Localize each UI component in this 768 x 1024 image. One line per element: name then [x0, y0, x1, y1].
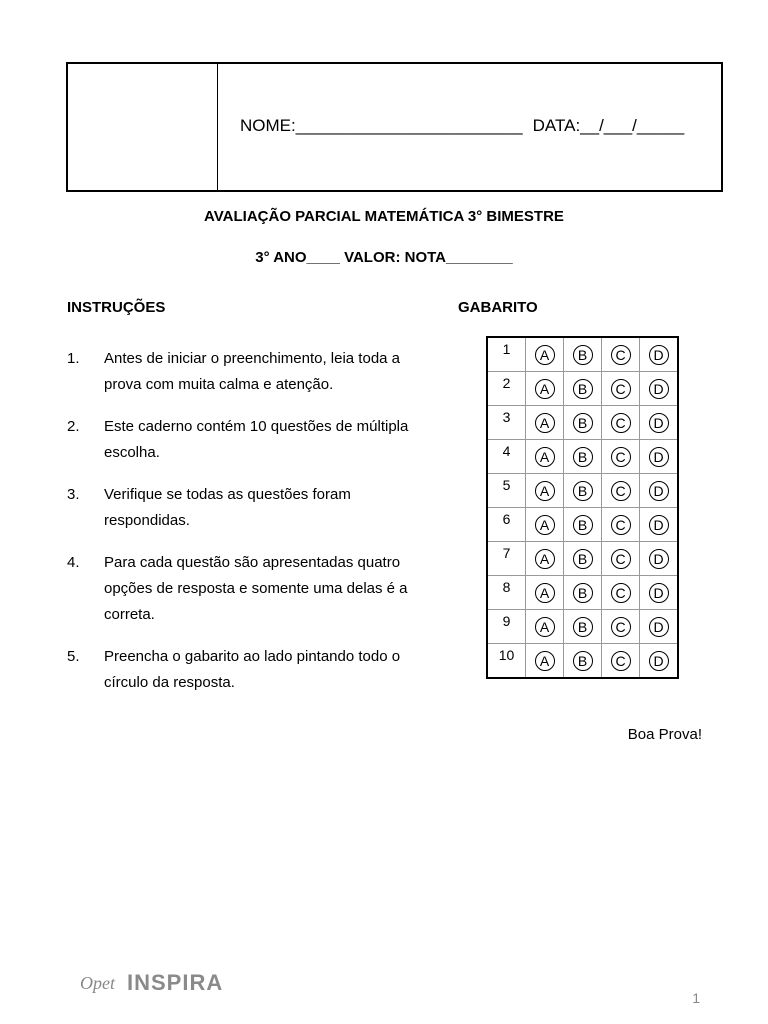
question-number: 10 [487, 644, 526, 679]
answer-cell [602, 406, 640, 440]
answer-bubble-d[interactable]: D [649, 379, 669, 399]
answer-row [487, 610, 678, 644]
answer-cell [640, 576, 679, 610]
instructions-heading: INSTRUÇÕES [67, 299, 166, 316]
answer-cell [640, 542, 679, 576]
answer-bubble-b[interactable]: B [573, 481, 593, 501]
answer-sheet [486, 336, 679, 679]
answer-bubble-b[interactable]: B [573, 447, 593, 467]
answer-cell [526, 576, 564, 610]
instruction-item [67, 644, 427, 696]
answer-bubble-a[interactable]: A [535, 345, 555, 365]
question-number: 4 [487, 440, 526, 474]
answer-cell [640, 610, 679, 644]
answer-bubble-c[interactable]: C [611, 515, 631, 535]
answer-bubble-d[interactable]: D [649, 481, 669, 501]
answer-cell [526, 644, 564, 679]
footer-logos [80, 970, 223, 996]
answer-cell [526, 474, 564, 508]
answer-cell [640, 337, 679, 372]
answer-cell [564, 372, 602, 406]
inspira-logo: INSPIRA [127, 970, 224, 995]
answer-cell [564, 610, 602, 644]
instruction-text: Verifique se todas as questões foram respondidas. [104, 486, 351, 529]
answer-bubble-d[interactable]: D [649, 447, 669, 467]
answer-bubble-c[interactable]: C [611, 345, 631, 365]
answer-bubble-a[interactable]: A [535, 379, 555, 399]
name-field[interactable]: NOME:________________________ [240, 116, 523, 135]
answer-cell [640, 508, 679, 542]
answer-cell [526, 610, 564, 644]
answer-cell [602, 576, 640, 610]
instruction-number: 3. [67, 486, 80, 503]
answer-bubble-b[interactable]: B [573, 379, 593, 399]
answer-cell [526, 337, 564, 372]
page-number: 1 [692, 990, 700, 1006]
answer-row [487, 337, 678, 372]
answer-cell [526, 440, 564, 474]
answer-bubble-b[interactable]: B [573, 515, 593, 535]
question-number: 2 [487, 372, 526, 406]
instruction-text: Este caderno contém 10 questões de múltipla escolha. [104, 418, 409, 461]
answer-bubble-c[interactable]: C [611, 413, 631, 433]
answer-bubble-c[interactable]: C [611, 651, 631, 671]
answer-bubble-d[interactable]: D [649, 583, 669, 603]
instruction-text: Antes de iniciar o preenchimento, leia toda a prova com muita calma e atenção. [104, 350, 401, 393]
answer-cell [602, 508, 640, 542]
answer-cell [564, 474, 602, 508]
answer-row [487, 474, 678, 508]
answer-bubble-d[interactable]: D [649, 345, 669, 365]
answer-cell [526, 508, 564, 542]
name-date-line [240, 116, 684, 136]
answer-bubble-c[interactable]: C [611, 481, 631, 501]
answer-bubble-c[interactable]: C [611, 617, 631, 637]
answer-bubble-a[interactable]: A [535, 447, 555, 467]
instruction-item [67, 550, 427, 628]
answer-cell [602, 474, 640, 508]
answer-bubble-c[interactable]: C [611, 549, 631, 569]
answer-cell [564, 542, 602, 576]
answer-bubble-a[interactable]: A [535, 617, 555, 637]
answer-bubble-c[interactable]: C [611, 583, 631, 603]
answer-cell [564, 508, 602, 542]
answer-row [487, 576, 678, 610]
answer-bubble-d[interactable]: D [649, 515, 669, 535]
header-box [66, 62, 723, 192]
answer-row [487, 508, 678, 542]
answer-cell [640, 474, 679, 508]
closing-text: Boa Prova! [627, 726, 702, 743]
question-number: 9 [487, 610, 526, 644]
instruction-item [67, 346, 427, 398]
question-number: 1 [487, 337, 526, 372]
answer-cell [602, 644, 640, 679]
question-number: 8 [487, 576, 526, 610]
answer-cell [564, 440, 602, 474]
answer-cell [602, 610, 640, 644]
answer-bubble-b[interactable]: B [573, 549, 593, 569]
instruction-item [67, 414, 427, 466]
answer-bubble-a[interactable]: A [535, 413, 555, 433]
answer-row [487, 372, 678, 406]
answer-cell [640, 372, 679, 406]
answer-bubble-a[interactable]: A [535, 481, 555, 501]
answer-bubble-b[interactable]: B [573, 345, 593, 365]
instruction-number: 2. [67, 418, 80, 435]
date-field[interactable]: DATA:__/___/_____ [532, 116, 685, 135]
answer-cell [564, 644, 602, 679]
answer-row [487, 440, 678, 474]
instruction-text: Para cada questão são apresentadas quatro opções de resposta e somente uma delas é a correta. [104, 554, 408, 623]
answer-bubble-a[interactable]: A [535, 549, 555, 569]
answer-bubble-c[interactable]: C [611, 379, 631, 399]
question-number: 5 [487, 474, 526, 508]
instruction-number: 4. [67, 554, 80, 571]
answer-cell [602, 372, 640, 406]
answer-bubble-a[interactable]: A [535, 515, 555, 535]
logo-cell [68, 64, 218, 190]
answer-cell [526, 406, 564, 440]
answer-cell [640, 440, 679, 474]
answer-bubble-b[interactable]: B [573, 583, 593, 603]
answer-bubble-a[interactable]: A [535, 583, 555, 603]
question-number: 7 [487, 542, 526, 576]
answer-cell [602, 440, 640, 474]
answer-bubble-d[interactable]: D [649, 651, 669, 671]
answer-cell [602, 542, 640, 576]
answer-cell [526, 542, 564, 576]
answer-cell [640, 406, 679, 440]
answer-bubble-c[interactable]: C [611, 447, 631, 467]
answer-row [487, 406, 678, 440]
answer-cell [564, 576, 602, 610]
instruction-item [67, 482, 427, 534]
answer-bubble-d[interactable]: D [649, 413, 669, 433]
answer-bubble-b[interactable]: B [573, 651, 593, 671]
answer-cell [564, 406, 602, 440]
instructions-list [67, 346, 427, 712]
answer-cell [640, 644, 679, 679]
exam-subtitle: 3° ANO____ VALOR: NOTA________ [255, 249, 513, 266]
answer-row [487, 644, 678, 679]
opet-logo: Opet [80, 972, 115, 993]
answer-bubble-b[interactable]: B [573, 617, 593, 637]
instruction-number: 1. [67, 350, 80, 367]
exam-title: AVALIAÇÃO PARCIAL MATEMÁTICA 3° BIMESTRE [204, 208, 564, 225]
answer-bubble-d[interactable]: D [649, 617, 669, 637]
answer-bubble-b[interactable]: B [573, 413, 593, 433]
gabarito-heading: GABARITO [458, 299, 538, 316]
answer-bubble-d[interactable]: D [649, 549, 669, 569]
answer-cell [526, 372, 564, 406]
answer-bubble-a[interactable]: A [535, 651, 555, 671]
answer-row [487, 542, 678, 576]
question-number: 6 [487, 508, 526, 542]
answer-cell [602, 337, 640, 372]
instruction-text: Preencha o gabarito ao lado pintando todo o círculo da resposta. [104, 648, 401, 691]
instruction-number: 5. [67, 648, 80, 665]
question-number: 3 [487, 406, 526, 440]
answer-cell [564, 337, 602, 372]
